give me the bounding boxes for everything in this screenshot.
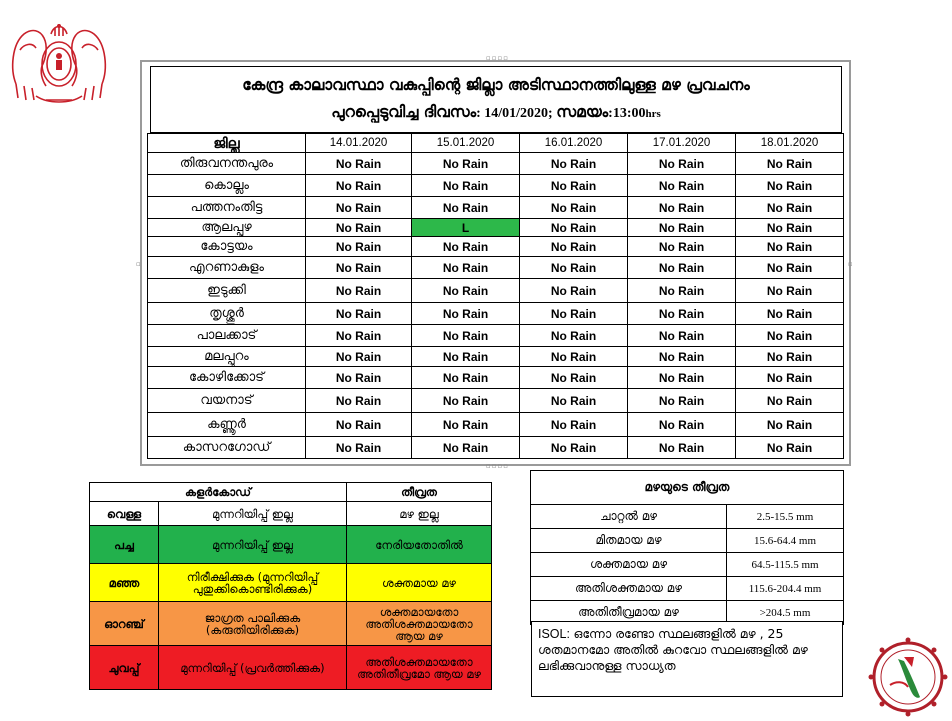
forecast-cell: No Rain (628, 279, 736, 303)
forecast-cell: No Rain (628, 437, 736, 459)
color-code-intensity: ശക്തമായതോ അതിശക്തമായതോ ആയ മഴ (347, 602, 492, 646)
forecast-cell: No Rain (412, 413, 520, 437)
table-row (148, 367, 844, 389)
color-code-row (90, 526, 492, 564)
forecast-cell: No Rain (628, 219, 736, 237)
district-name: കോട്ടയം (148, 237, 306, 257)
forecast-cell: No Rain (412, 437, 520, 459)
forecast-cell: No Rain (628, 237, 736, 257)
forecast-cell: No Rain (306, 325, 412, 347)
forecast-cell: No Rain (736, 257, 844, 279)
color-code-color: പച്ച (90, 526, 159, 564)
forecast-cell: No Rain (736, 197, 844, 219)
intensity-label: ശക്തമായ മഴ (531, 553, 727, 577)
color-code-intensity: നേരിയതോതിൽ (347, 526, 492, 564)
district-name: മലപ്പുറം (148, 347, 306, 367)
color-code-meaning: മുന്നറിയിപ്പ് ഇല്ല (159, 526, 347, 564)
color-code-row (90, 502, 492, 526)
forecast-cell: No Rain (736, 413, 844, 437)
title-line1: കേന്ദ്ര കാലാവസ്ഥാ വകുപ്പിന്റെ ജില്ലാ അടിസ്ഥാനത്തിലുള്ള മഴ പ്രവചനം (242, 76, 750, 94)
forecast-cell: No Rain (520, 303, 628, 325)
table-row (148, 325, 844, 347)
color-code-header: കളർകോഡ് (90, 483, 347, 502)
color-code-meaning: മുന്നറിയിപ്പ് (പ്രവർത്തിക്കുക) (159, 646, 347, 690)
district-name: എറണാകുളം (148, 257, 306, 279)
district-name: കാസറഗോഡ് (148, 437, 306, 459)
table-row (148, 437, 844, 459)
color-code-intensity: മഴ ഇല്ല (347, 502, 492, 526)
intensity-label: അതിതീവ്രമായ മഴ (531, 601, 727, 625)
color-code-intensity: ശക്തമായ മഴ (347, 564, 492, 602)
forecast-cell: No Rain (306, 175, 412, 197)
district-name: തിരുവനന്തപുരം (148, 153, 306, 175)
forecast-cell: No Rain (736, 303, 844, 325)
time-value: :13:00 (608, 106, 646, 121)
district-name: തൃശ്ശൂർ (148, 303, 306, 325)
rainfall-intensity-table (530, 470, 844, 625)
forecast-cell: No Rain (520, 437, 628, 459)
forecast-cell: No Rain (520, 257, 628, 279)
forecast-cell: No Rain (628, 325, 736, 347)
forecast-cell: No Rain (520, 367, 628, 389)
date-column-header: 16.01.2020 (520, 134, 628, 153)
forecast-cell: No Rain (412, 237, 520, 257)
forecast-cell: No Rain (520, 153, 628, 175)
forecast-cell: No Rain (736, 367, 844, 389)
intensity-row (531, 529, 844, 553)
color-code-meaning: മുന്നറിയിപ്പ് ഇല്ല (159, 502, 347, 526)
intensity-range: 115.6-204.4 mm (727, 577, 844, 601)
forecast-cell: No Rain (520, 389, 628, 413)
forecast-cell: L (412, 219, 520, 237)
isol-note (531, 621, 843, 697)
color-code-color: വെള്ള (90, 502, 159, 526)
color-code-color: മഞ്ഞ (90, 564, 159, 602)
district-name: കണ്ണൂർ (148, 413, 306, 437)
time-label: സമയം (556, 103, 609, 121)
table-row (148, 413, 844, 437)
title-line2 (151, 103, 841, 122)
district-name: ആലപ്പുഴ (148, 219, 306, 237)
forecast-cell: No Rain (628, 303, 736, 325)
forecast-cell: No Rain (520, 325, 628, 347)
intensity-row (531, 505, 844, 529)
intensity-range: 64.5-115.5 mm (727, 553, 844, 577)
forecast-cell: No Rain (628, 413, 736, 437)
forecast-cell: No Rain (736, 347, 844, 367)
forecast-cell: No Rain (628, 197, 736, 219)
forecast-cell: No Rain (306, 153, 412, 175)
table-row (148, 219, 844, 237)
resize-handle-left[interactable]: ▫ (136, 260, 142, 268)
forecast-cell: No Rain (306, 303, 412, 325)
forecast-cell: No Rain (412, 153, 520, 175)
ksdma-logo (868, 637, 948, 717)
forecast-cell: No Rain (520, 175, 628, 197)
district-name: കൊല്ലം (148, 175, 306, 197)
table-row (148, 197, 844, 219)
resize-handle-right[interactable]: ▫ (848, 260, 854, 268)
forecast-cell: No Rain (412, 197, 520, 219)
intensity-header: തീവ്രത (347, 483, 492, 502)
issued-label: പുറപ്പെടുവിച്ച ദിവസം (331, 103, 477, 121)
intensity-label: അതിശക്തമായ മഴ (531, 577, 727, 601)
district-forecast-table (147, 133, 844, 459)
intensity-row (531, 553, 844, 577)
forecast-cell: No Rain (306, 219, 412, 237)
forecast-cell: No Rain (306, 413, 412, 437)
forecast-cell: No Rain (306, 237, 412, 257)
date-column-header: 14.01.2020 (306, 134, 412, 153)
forecast-cell: No Rain (306, 437, 412, 459)
resize-handle-bottom[interactable]: ▫▫▫▫ (486, 462, 509, 470)
intensity-range: 2.5-15.5 mm (727, 505, 844, 529)
forecast-cell: No Rain (628, 175, 736, 197)
isol-label: ISOL: (538, 627, 574, 641)
forecast-cell: No Rain (520, 279, 628, 303)
color-code-meaning: നിരീക്ഷിക്കുക (മുന്നറിയിപ്പ് പുതുക്കികൊണ്ടിരിക്കുക) (159, 564, 347, 602)
forecast-cell: No Rain (736, 437, 844, 459)
forecast-cell: No Rain (306, 197, 412, 219)
forecast-cell: No Rain (736, 279, 844, 303)
district-name: പത്തനംതിട്ട (148, 197, 306, 219)
forecast-cell: No Rain (736, 175, 844, 197)
forecast-cell: No Rain (412, 279, 520, 303)
forecast-cell: No Rain (628, 347, 736, 367)
forecast-cell: No Rain (412, 389, 520, 413)
forecast-cell: No Rain (306, 389, 412, 413)
forecast-cell: No Rain (412, 325, 520, 347)
forecast-cell: No Rain (412, 303, 520, 325)
color-code-color: ചുവപ്പ് (90, 646, 159, 690)
forecast-cell: No Rain (412, 347, 520, 367)
forecast-cell: No Rain (412, 367, 520, 389)
forecast-cell: No Rain (306, 257, 412, 279)
table-header-row (148, 134, 844, 153)
forecast-cell: No Rain (306, 279, 412, 303)
district-name: ഇടുക്കി (148, 279, 306, 303)
table-row (148, 347, 844, 367)
forecast-cell: No Rain (628, 389, 736, 413)
forecast-cell: No Rain (412, 257, 520, 279)
forecast-cell: No Rain (306, 347, 412, 367)
forecast-cell: No Rain (736, 219, 844, 237)
table-row (148, 175, 844, 197)
forecast-cell: No Rain (736, 153, 844, 175)
forecast-cell: No Rain (306, 367, 412, 389)
forecast-cell: No Rain (628, 153, 736, 175)
color-code-intensity: അതിശക്തമായതോ അതിതീവ്രമോ ആയ മഴ (347, 646, 492, 690)
date-column-header: 15.01.2020 (412, 134, 520, 153)
kerala-emblem-logo (6, 14, 112, 108)
forecast-cell: No Rain (628, 367, 736, 389)
table-row (148, 237, 844, 257)
table-row (148, 153, 844, 175)
intensity-range: >204.5 mm (727, 601, 844, 625)
intensity-row (531, 577, 844, 601)
forecast-cell: No Rain (412, 175, 520, 197)
rainfall-intensity-header: മഴയുടെ തീവ്രത (531, 471, 844, 505)
intensity-range: 15.6-64.4 mm (727, 529, 844, 553)
intensity-label: ചാറ്റൽ മഴ (531, 505, 727, 529)
forecast-cell: No Rain (736, 237, 844, 257)
forecast-cell: No Rain (520, 197, 628, 219)
intensity-label: മിതമായ മഴ (531, 529, 727, 553)
table-row (148, 389, 844, 413)
intensity-header-row (531, 471, 844, 505)
color-code-meaning: ജാഗ്രത പാലിക്കുക (കരുതിയിരിക്കുക) (159, 602, 347, 646)
table-row (148, 279, 844, 303)
time-unit: hrs (645, 108, 661, 120)
color-code-header-row (90, 483, 492, 502)
table-row (148, 257, 844, 279)
forecast-cell: No Rain (736, 389, 844, 413)
district-column-header: ജില്ല (148, 134, 306, 153)
color-code-row (90, 602, 492, 646)
color-code-color: ഓറഞ്ച് (90, 602, 159, 646)
forecast-title (150, 66, 842, 133)
forecast-cell: No Rain (520, 347, 628, 367)
forecast-cell: No Rain (736, 325, 844, 347)
forecast-cell: No Rain (520, 413, 628, 437)
district-name: പാലക്കാട് (148, 325, 306, 347)
color-code-table (89, 482, 492, 690)
table-row (148, 303, 844, 325)
district-name: വയനാട് (148, 389, 306, 413)
forecast-cell: No Rain (628, 257, 736, 279)
issued-date: : 14/01/2020; (476, 106, 557, 121)
forecast-cell: No Rain (520, 219, 628, 237)
color-code-row (90, 646, 492, 690)
date-column-header: 17.01.2020 (628, 134, 736, 153)
date-column-header: 18.01.2020 (736, 134, 844, 153)
isol-text: ഒന്നോ രണ്ടോ സ്ഥലങ്ങളിൽ മഴ , 25 ശതമാനമോ അതിൽ കുറവോ സ്ഥലങ്ങളിൽ മഴ ലഭിക്കുവാനുള്ള സാധ്യത (538, 626, 808, 673)
color-code-row (90, 564, 492, 602)
forecast-cell: No Rain (520, 237, 628, 257)
district-name: കോഴിക്കോട് (148, 367, 306, 389)
resize-handle-top[interactable]: ▫▫▫▫ (486, 54, 509, 62)
